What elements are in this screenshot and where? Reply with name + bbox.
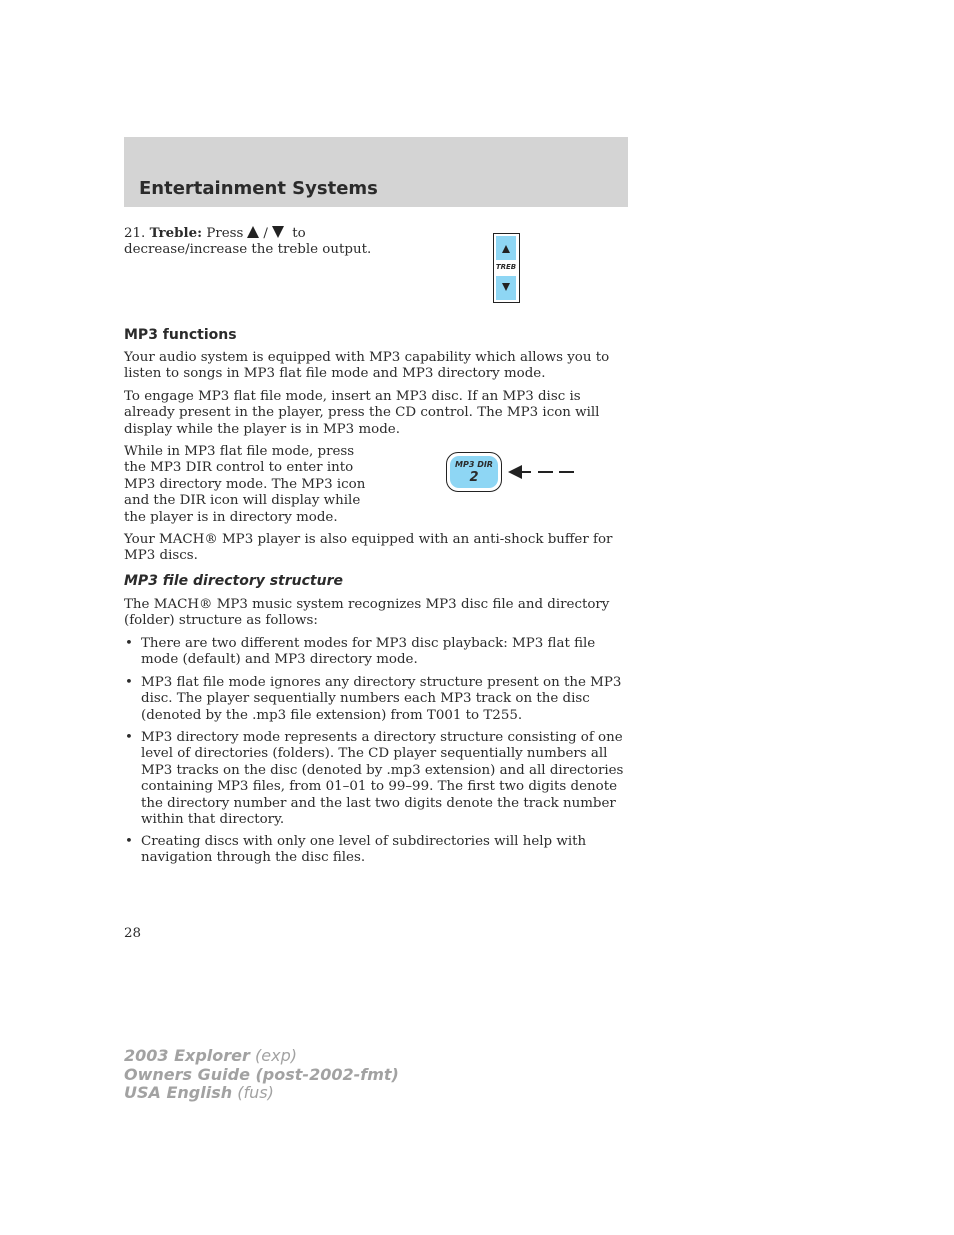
mp3-dir-button-label: MP3 DIR: [455, 460, 493, 469]
treble-up-segment: [496, 236, 516, 260]
document-footer: [124, 1047, 399, 1103]
treble-slash: /: [263, 226, 268, 241]
mp3-functions-heading: MP3 functions: [124, 327, 237, 343]
pointer-arrow-icon: [508, 462, 578, 482]
treble-label: Treble:: [149, 225, 203, 241]
treble-press: Press: [206, 226, 244, 241]
list-item: • MP3 flat file mode ignores any directory structure present on the MP3 disc. The player sequentially numbers each MP3 track on the disc (denoted by the .mp3 file extension) from T001 to T255.: [125, 675, 622, 723]
treble-number: 21.: [124, 226, 146, 241]
treble-to: to: [292, 226, 306, 241]
treble-down-segment: [496, 276, 516, 300]
treble-paragraph: [124, 225, 484, 259]
up-triangle-icon: [247, 226, 259, 238]
mp3-paragraph-4: Your MACH® MP3 player is also equipped with an anti-shock buffer for MP3 discs.: [124, 532, 613, 564]
bullet-icon: •: [125, 675, 133, 690]
mp3-dir-button-number: 2: [469, 470, 479, 485]
down-triangle-icon: [272, 226, 284, 238]
footer-line-1: 2003 Explorer (exp): [124, 1046, 297, 1065]
list-item: • Creating discs with only one level of subdirectories will help with navigation through the disc files.: [125, 834, 587, 866]
list-item: • MP3 directory mode represents a directory structure consisting of one level of directories (folders). The CD player sequentially numbers all MP3 tracks on the disc (denoted by .mp3 extension) and all directories containing MP3 files, from 01–01 to 99–99. The first two digits denote the directory number and the last two digits denote the track number within that directory.: [125, 730, 624, 828]
treble-button-illustration: [493, 233, 520, 303]
bullet-icon: •: [125, 730, 133, 745]
treble-up-arrow-icon: [502, 245, 510, 253]
list-item: • There are two different modes for MP3 disc playback: MP3 flat file mode (default) and MP3 directory mode.: [125, 636, 596, 668]
section-title: Entertainment Systems: [139, 178, 378, 199]
mp3-paragraph-3: While in MP3 flat file mode, press the MP3 DIR control to enter into MP3 directory mode. The MP3 icon and the DIR icon will display while the player is in directory mode.: [124, 444, 366, 525]
bullet-icon: •: [125, 636, 133, 651]
treble-line2: decrease/increase the treble output.: [124, 242, 372, 258]
directory-heading: MP3 file directory structure: [124, 573, 343, 589]
page-number: 28: [124, 926, 142, 941]
footer-line-2: Owners Guide (post-2002-fmt): [124, 1064, 399, 1084]
footer-line-3: USA English (fus): [124, 1083, 274, 1102]
treble-button-label: TREB: [495, 263, 517, 271]
bullet-icon: •: [125, 834, 133, 849]
directory-intro: The MACH® MP3 music system recognizes MP3 disc file and directory (folder) structure as follows:: [124, 597, 610, 629]
mp3-paragraph-2: To engage MP3 flat file mode, insert an MP3 disc. If an MP3 disc is already present in the player, press the CD control. The MP3 icon will display while the player is in MP3 mode.: [124, 389, 600, 437]
mp3-dir-button-illustration: [446, 452, 502, 492]
mp3-paragraph-1: Your audio system is equipped with MP3 capability which allows you to listen to songs in MP3 flat file mode and MP3 directory mode.: [124, 350, 610, 382]
treble-down-arrow-icon: [502, 283, 510, 291]
